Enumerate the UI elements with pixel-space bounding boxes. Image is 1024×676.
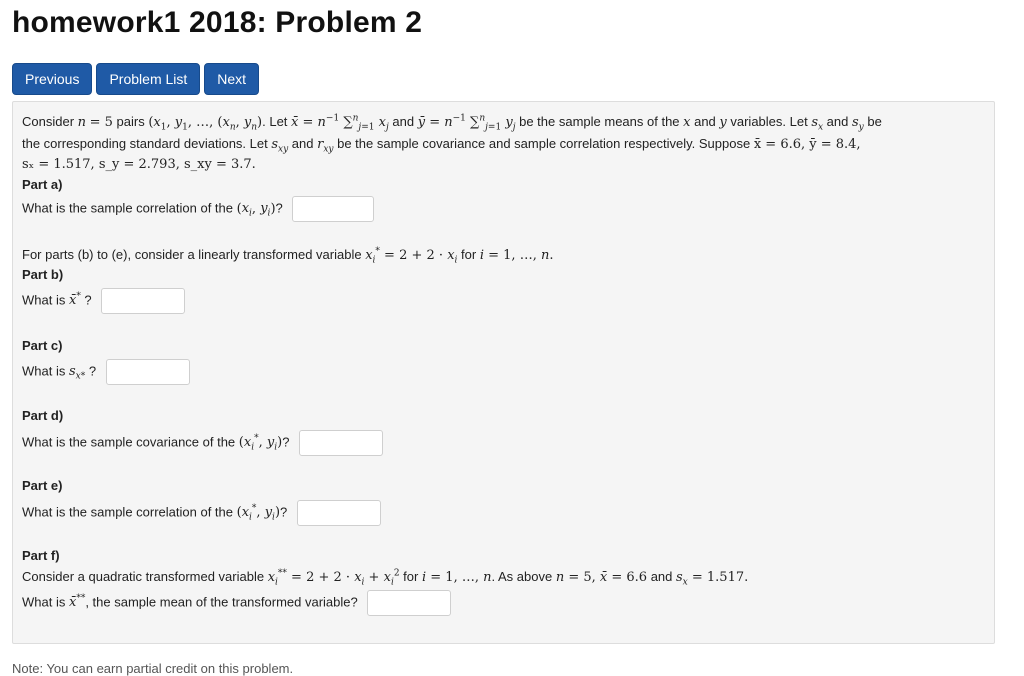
partial-credit-note: Note: You can earn partial credit on this problem. [12,661,294,676]
page-title: homework1 2018: Problem 2 [12,6,423,39]
part-b-label: Part b) [22,267,64,282]
intro-line-2: the corresponding standard deviations. Let $s_{xy}$ and $r_{xy}$ be the sample covariance and sample correlation respectively. Suppose x̄ = 6.6, ȳ = 8.4, [22,136,861,155]
part-b-answer-input[interactable] [101,288,185,314]
part-a-answer-input[interactable] [292,196,374,222]
part-f-line-1: Consider a quadratic transformed variable $x_i^{**} = 2 + 2 \cdot x_i + x_i^2$ for i = 1, …, n. As above n = 5, x̄ = 6.6 and $s_x = 1.517$. [22,568,749,588]
part-a-label: Part a) [22,177,63,192]
transform-intro: For parts (b) to (e), consider a linearly transformed variable $x_i^* = 2 + 2 \cdot x_i$ for i = 1, …, n. [22,246,554,266]
problem-body [12,101,995,644]
part-f-line-2: What is x̄**, the sample mean of the transformed variable? [22,590,985,616]
part-e-answer-input[interactable] [297,500,381,526]
previous-button[interactable]: Previous [12,63,92,95]
next-button[interactable]: Next [204,63,259,95]
problem-list-button[interactable]: Problem List [96,63,200,95]
part-c-question: What is $s_{x*}$ ? [22,359,985,385]
part-a-question: What is the sample correlation of the ($x_i$, $y_i$)? [22,196,985,222]
part-b-question: What is x̄* ? [22,288,985,314]
part-f-label: Part f) [22,548,60,563]
part-d-label: Part d) [22,408,64,423]
part-d-answer-input[interactable] [299,430,383,456]
part-f-answer-input[interactable] [367,590,451,616]
part-e-question: What is the sample correlation of the ($x_i^*$, $y_i$)? [22,500,985,526]
part-d-question: What is the sample covariance of the ($x_i^*$, $y_i$)? [22,430,985,456]
part-c-label: Part c) [22,338,63,353]
part-e-label: Part e) [22,478,63,493]
intro-line-3: sₓ = 1.517, s_y = 2.793, s_xy = 3.7. [22,157,256,172]
problem-nav [12,63,259,95]
part-c-answer-input[interactable] [106,359,190,385]
intro-line-1: Consider n = 5 pairs ($x_1$, $y_1$, …, ($x_n$, $y_n$). Let x̄ = $n^{-1}$ ∑$^n_{j=1}$ $x_j$ and ȳ = $n^{-1}$ ∑$^n_{j=1}$ $y_j$ be the sample means of the x and y variables. Let $s_x$ and $s_y$ be [22,113,882,133]
